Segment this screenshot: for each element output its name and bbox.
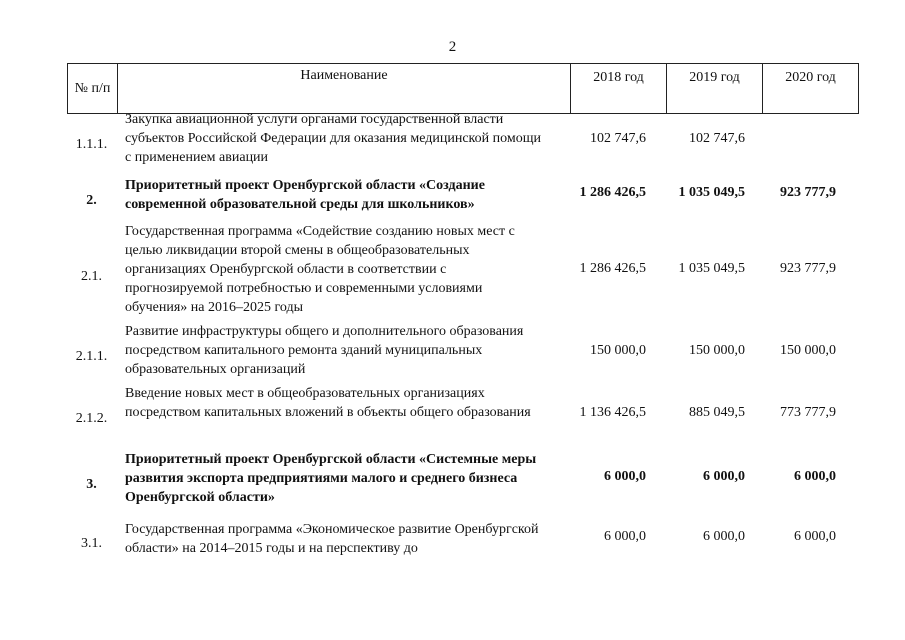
value-2018: 150 000,0 bbox=[590, 343, 646, 358]
row-number: 2. bbox=[86, 193, 97, 208]
row-number: 3. bbox=[86, 477, 97, 492]
row-name: Государственная программа «Содействие созданию новых мест с целью ликвидации второй смены в общеобразовательных организациях Оренбургской области в соответствии с прогнозируемой потребностью и современными условиями обучения» на 2016–2025 годы bbox=[125, 224, 515, 315]
value-2018: 1 136 426,5 bbox=[579, 405, 646, 420]
value-2018: 1 286 426,5 bbox=[579, 185, 646, 200]
value-2020: 150 000,0 bbox=[780, 343, 836, 358]
row-name: Приоритетный проект Оренбургской области «Системные меры развития экспорта предприятиями малого и среднего бизнеса Оренбургской области» bbox=[125, 452, 537, 505]
row-number: 1.1.1. bbox=[75, 137, 108, 152]
value-2019: 6 000,0 bbox=[703, 529, 745, 544]
value-2019: 102 747,6 bbox=[689, 131, 745, 146]
header-2019: 2019 год bbox=[667, 64, 763, 114]
row-number: 2.1.2. bbox=[75, 411, 108, 426]
value-2018: 102 747,6 bbox=[590, 131, 646, 146]
row-name: Приоритетный проект Оренбургской области «Создание современной образовательной среды для школьников» bbox=[125, 178, 485, 212]
header-name: Наименование bbox=[118, 64, 571, 114]
value-2019: 1 035 049,5 bbox=[678, 185, 745, 200]
value-2019: 1 035 049,5 bbox=[678, 261, 745, 276]
value-2018: 1 286 426,5 bbox=[579, 261, 646, 276]
row-name: Развитие инфраструктуры общего и дополнительного образования посредством капитального ремонта зданий муниципальных образовательных организаций bbox=[125, 324, 524, 377]
value-2018: 6 000,0 bbox=[604, 529, 646, 544]
value-2020: 6 000,0 bbox=[794, 529, 836, 544]
header-num: № п/п bbox=[68, 64, 118, 114]
row-number: 2.1. bbox=[81, 269, 102, 284]
value-2019: 6 000,0 bbox=[703, 469, 745, 484]
value-2020: 6 000,0 bbox=[794, 469, 836, 484]
header-2018: 2018 год bbox=[571, 64, 667, 114]
table-header bbox=[67, 63, 859, 114]
value-2020: 773 777,9 bbox=[780, 405, 836, 420]
value-2018: 6 000,0 bbox=[604, 469, 646, 484]
header-2020: 2020 год bbox=[763, 64, 859, 114]
value-2020: 923 777,9 bbox=[780, 261, 836, 276]
row-name: Государственная программа «Экономическое развитие Оренбургской области» на 2014–2015 годы и на перспективу до bbox=[125, 522, 539, 556]
row-number: 2.1.1. bbox=[75, 349, 108, 364]
row-number: 3.1. bbox=[81, 536, 102, 551]
page-number: 2 bbox=[448, 39, 457, 55]
row-name: Закупка авиационной услуги органами государственной власти субъектов Российской Федерации для оказания медицинской помощи с применением авиации bbox=[125, 112, 542, 165]
row-name: Введение новых мест в общеобразовательных организациях посредством капитальных вложений в объекты общего образования bbox=[125, 386, 531, 420]
value-2019: 885 049,5 bbox=[689, 405, 745, 420]
value-2019: 150 000,0 bbox=[689, 343, 745, 358]
value-2020: 923 777,9 bbox=[780, 185, 836, 200]
